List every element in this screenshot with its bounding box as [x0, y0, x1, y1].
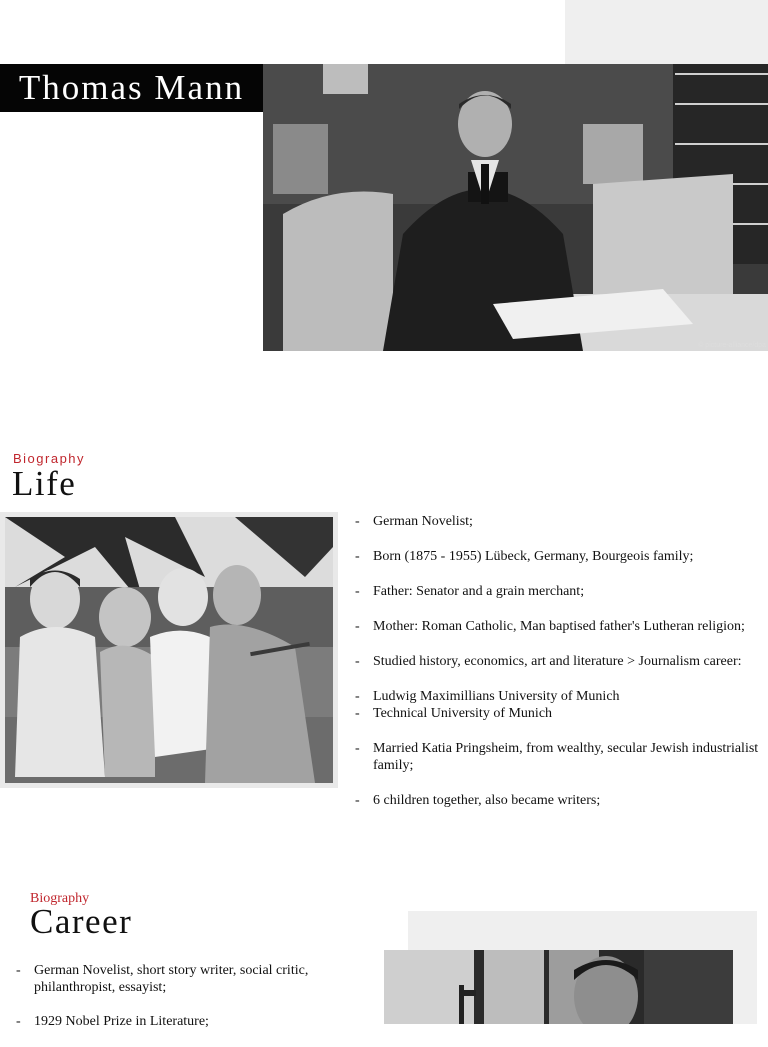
list-item: - Father: Senator and a grain merchant; [355, 583, 760, 600]
hero-photo-illustration [263, 64, 768, 351]
hero-photo [263, 64, 768, 351]
career-bullet-list [16, 962, 346, 1047]
career-section-heading: Career [30, 902, 133, 941]
life-bullet-list [355, 513, 760, 827]
list-item: - German Novelist; [355, 513, 760, 530]
list-item: - German Novelist, short story writer, social critic, philanthropist, essayist; [16, 962, 346, 996]
life-section-label: Biography [13, 451, 86, 466]
life-section-heading: Life [12, 464, 77, 503]
family-photo-illustration [5, 517, 333, 783]
title-band [0, 64, 263, 112]
list-item: - Mother: Roman Catholic, Man baptised father's Lutheran religion; [355, 618, 760, 635]
list-item: - Studied history, economics, art and literature > Journalism career: [355, 653, 760, 670]
career-photo [384, 950, 733, 1024]
list-item: - Born (1875 - 1955) Lübeck, Germany, Bourgeois family; [355, 548, 760, 565]
photo-credit: © picture-alliance/dpa [698, 342, 766, 349]
top-grey-panel [565, 0, 768, 64]
list-item: - Ludwig Maximillians University of Munich [355, 688, 760, 705]
career-photo-illustration [384, 950, 733, 1024]
list-item: - Married Katia Pringsheim, from wealthy, secular Jewish industrialist family; [355, 740, 760, 774]
list-item: - 6 children together, also became writers; [355, 792, 760, 809]
career-section-label: Biography [30, 891, 90, 906]
family-photo [5, 517, 333, 783]
page-title: Thomas Mann [18, 68, 245, 107]
list-item: - 1929 Nobel Prize in Literature; [16, 1013, 346, 1030]
list-item: - Technical University of Munich [355, 705, 760, 722]
